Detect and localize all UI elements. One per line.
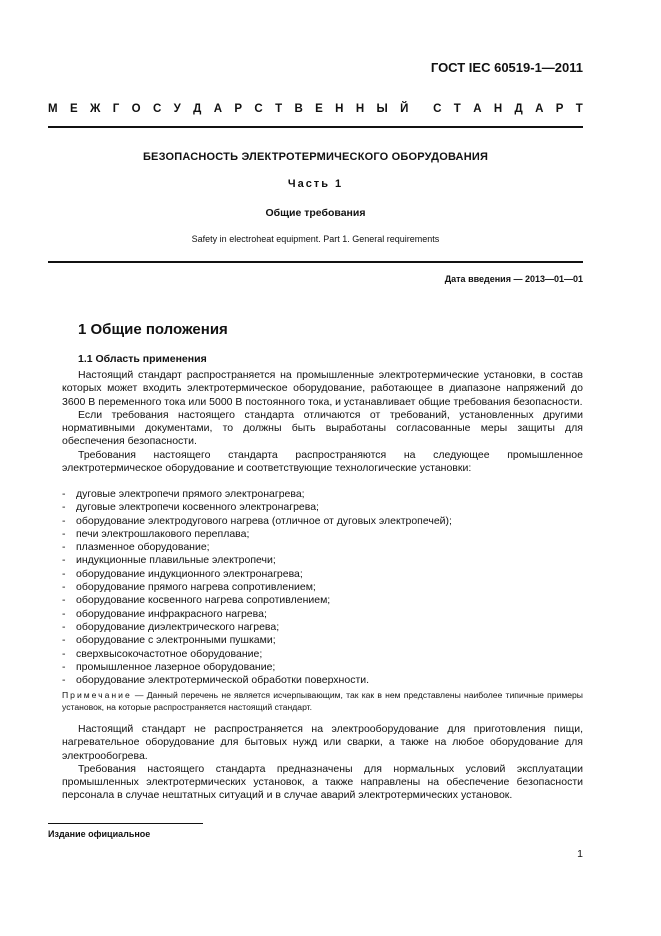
heading-letter: Т [275,103,283,115]
list-item-text: оборудование инфракрасного нагрева; [76,607,267,620]
list-item-text: оборудование косвенного нагрева сопротивлением; [76,594,331,607]
heading-letter: Ж [89,103,101,115]
heading-letter: Й [400,103,409,115]
document-subtitle: Общие требования [265,207,366,219]
list-item [62,674,583,687]
list-bullet: - [62,674,66,687]
paragraph: Требования настоящего стандарта предназначены для нормальных условий эксплуатации промышленных электротермических установок, а также направлены на обеспечение безопасности персонала в случае нештатных ситуаций и в случае аварий электротермических установок. [62,762,583,802]
heading-letter: Д [514,103,523,115]
equipment-list [62,488,583,687]
list-bullet: - [62,527,66,540]
list-item-text: сверхвысокочастотное оборудование; [76,647,263,660]
page-number: 1 [577,848,583,860]
list-item [62,581,583,594]
heading-letter: А [473,103,482,115]
list-item [62,541,583,554]
list-item [62,648,583,661]
english-title: Safety in electroheat equipment. Part 1. General requirements [191,234,440,244]
list-bullet: - [62,567,66,580]
list-item [62,488,583,501]
title-bottom-rule [48,261,583,263]
heading-letter: Д [193,103,202,115]
list-item-text: оборудование электродугового нагрева (отличное от дуговых электропечей); [76,514,452,527]
body-text-after-list [62,723,583,803]
list-bullet: - [62,594,66,607]
list-item [62,515,583,528]
heading-letter: Н [335,103,344,115]
list-bullet: - [62,501,66,514]
list-item-text: оборудование электротермической обработки поверхности. [76,674,370,687]
note [62,689,583,713]
introduction-date: Дата введения — 2013—01—01 [444,274,583,284]
subsection-heading: 1.1 Область применения [78,353,207,365]
list-bullet: - [62,554,66,567]
heading-letter: Е [315,103,323,115]
list-bullet: - [62,660,66,673]
list-item-text: промышленное лазерное оборудование; [76,660,276,673]
list-item-text: оборудование диэлектрического нагрева; [76,620,280,633]
list-bullet: - [62,634,66,647]
list-item [62,594,583,607]
interstate-standard-heading [48,103,583,115]
list-item [62,568,583,581]
paragraph: Настоящий стандарт не распространяется на электрооборудование для приготовления пищи, нагревательное оборудование для бытовых нужд или сварки, а также на любое оборудование для электрообогрева. [62,723,583,762]
part-label: Часть 1 [287,178,344,190]
list-bullet: - [62,581,66,594]
heading-letter: Г [112,103,120,115]
paragraph: Если требования настоящего стандарта отличаются от требований, установленных другими нормативными документами, то должны быть выработаны согласованные меры защиты для обеспечения безопасности. [62,408,583,448]
heading-letter: М [48,103,58,115]
list-item [62,661,583,674]
heading-letter: Е [69,103,78,115]
list-item [62,501,583,514]
list-item-text: оборудование индукционного электронагрева; [76,567,303,580]
heading-letter: Н [355,103,365,115]
list-bullet: - [62,488,66,500]
paragraph: Настоящий стандарт распространяется на промышленные электротермические установки, в состав которых может входить электротермическое оборудование, работающее в диапазоне напряжений до 3600 В переменного тока или 5000 В постоянного тока, и устанавливает общие требования безопасности. [62,369,583,408]
heading-letter: С [254,103,263,115]
heading-letter: О [131,103,141,115]
list-item [62,621,583,634]
note-label: Примечание [62,690,132,700]
heading-letter: Т [453,103,461,115]
list-bullet: - [62,607,66,620]
note-text: — Данный перечень не является исчерпывающим, так как в нем представлены наиболее типичные примеры установок, на которые распространяется настоящий стандарт. [62,690,583,712]
document-title: БЕЗОПАСНОСТЬ ЭЛЕКТРОТЕРМИЧЕСКОГО ОБОРУДОВАНИЯ [142,151,489,163]
list-bullet: - [62,647,66,660]
heading-letter: Ы [376,103,388,115]
list-item [62,554,583,567]
heading-letter: Т [575,103,583,115]
official-edition-label: Издание официальное [48,829,151,839]
list-item [62,608,583,621]
heading-letter: С [433,103,442,115]
list-item-text: индукционные плавильные электропечи; [76,554,276,567]
list-item-text: оборудование с электронными пушками; [76,634,276,647]
list-bullet: - [62,541,66,554]
list-item-text: плазменное оборудование; [76,541,210,554]
heading-letter: А [213,103,223,115]
document-code: ГОСТ IEC 60519-1—2011 [430,60,583,75]
paragraph: Требования настоящего стандарта распространяются на следующее промышленное электротермическое оборудование и соответствующие технологические установки: [62,448,583,475]
list-item [62,528,583,541]
list-item [62,634,583,647]
heading-letter: С [152,103,162,115]
footer-rule [48,823,203,824]
heading-letter: Р [234,103,243,115]
list-bullet: - [62,620,66,633]
list-item-text: оборудование прямого нагрева сопротивлением; [76,581,316,594]
heading-letter: У [173,103,181,115]
heading-letter: А [535,103,544,115]
heading-letter: Н [493,103,503,115]
list-item-text: дуговые электропечи косвенного электронагрева; [76,501,319,514]
list-bullet: - [62,514,66,527]
heading-letter: Р [555,103,564,115]
list-item-text: дуговые электропечи прямого электронагрева; [76,488,305,500]
list-item-text: печи электрошлакового переплава; [76,527,250,540]
body-text-before-list [62,369,583,475]
top-rule [48,126,583,128]
section-heading: 1 Общие положения [78,321,228,338]
heading-letter: В [294,103,303,115]
